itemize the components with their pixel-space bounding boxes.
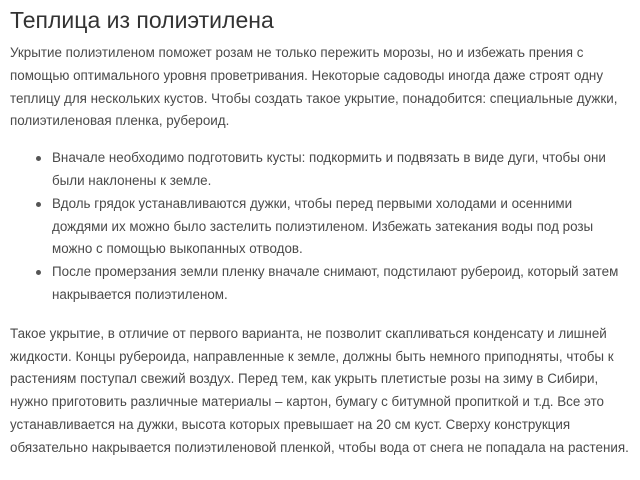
list-item	[36, 193, 630, 261]
article-title: Теплица из полиэтилена	[10, 7, 274, 33]
list-item	[36, 261, 630, 307]
list-item-text: После промерзания земли пленку вначале снимают, подстилают рубероид, который затем накрывается полиэтиленом.	[52, 264, 619, 302]
intro-paragraph: Укрытие полиэтиленом поможет розам не только пережить морозы, но и избежать прения с помощью оптимального уровня проветривания. Некоторые садоводы иногда даже строят одну теплицу для нескольких кустов. Чтобы создать такое укрытие, понадобится: специальные дужки, полиэтиленовая пленка, рубероид.	[10, 45, 618, 129]
outro-paragraph: Такое укрытие, в отличие от первого варианта, не позволит скапливаться конденсату и лишней жидкости. Концы рубероида, направленные к земле, должны быть немного приподняты, чтобы к растениям поступал свежий воздух. Перед тем, как укрыть плетистые розы на зиму в Сибири, нужно приготовить различные материалы – картон, бумагу с битумной пропиткой и т.д. Все это устанавливается на дужки, высота которых превышает на 20 см куст. Сверху конструкция обязательно накрывается полиэтиленовой пленкой, чтобы вода от снега не попадала на растения.	[10, 325, 629, 455]
bullet-icon	[36, 156, 41, 161]
steps-list	[10, 147, 630, 307]
list-item-text: Вначале необходимо подготовить кусты: подкормить и подвязать в виде дуги, чтобы они были наклонены к земле.	[52, 150, 606, 188]
list-item-text: Вдоль грядок устанавливаются дужки, чтобы перед первыми холодами и осенними дождями их можно было застелить полиэтиленом. Избежать затекания воды под розы можно с помощью выкопанных отводов.	[52, 195, 594, 257]
bullet-icon	[36, 270, 41, 275]
list-item	[36, 147, 630, 193]
bullet-icon	[36, 202, 41, 207]
